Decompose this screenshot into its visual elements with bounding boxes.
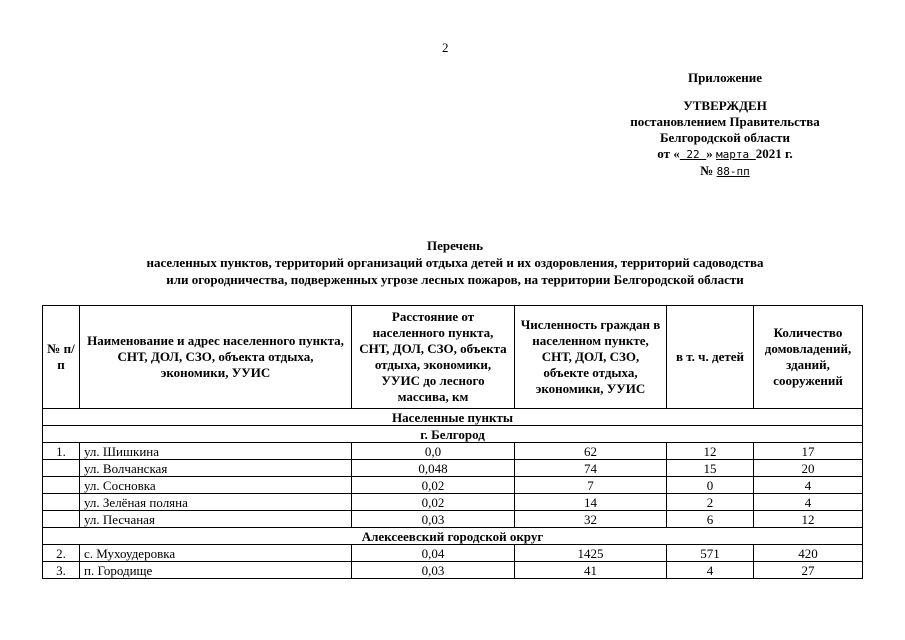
number-value: 88-пп	[716, 165, 750, 178]
cell-num: 3.	[43, 562, 80, 579]
cell-distance: 0,048	[352, 460, 515, 477]
approval-line-1: постановлением Правительства	[630, 114, 820, 129]
table-row	[43, 443, 863, 460]
table-row	[43, 511, 863, 528]
cell-population: 32	[515, 511, 667, 528]
cell-children: 571	[667, 545, 754, 562]
approved-label: УТВЕРЖДЕН	[683, 98, 767, 113]
cell-name: ул. Сосновка	[80, 477, 352, 494]
cell-distance: 0,02	[352, 477, 515, 494]
date-prefix: от «	[657, 146, 680, 161]
table-row	[43, 460, 863, 477]
cell-buildings: 4	[754, 494, 863, 511]
cell-population: 74	[515, 460, 667, 477]
cell-buildings: 12	[754, 511, 863, 528]
table-row	[43, 477, 863, 494]
document-title-line-3: или огородничества, подверженных угрозе лесных пожаров, на территории Белгородской области	[166, 272, 744, 287]
cell-num: 1.	[43, 443, 80, 460]
cell-children: 0	[667, 477, 754, 494]
cell-num	[43, 494, 80, 511]
cell-num: 2.	[43, 545, 80, 562]
table-row	[43, 494, 863, 511]
subsection-belgorod: г. Белгород	[43, 426, 863, 443]
cell-buildings: 17	[754, 443, 863, 460]
cell-distance: 0,04	[352, 545, 515, 562]
cell-population: 7	[515, 477, 667, 494]
date-day: 22	[679, 148, 707, 161]
subsection-alekseevsky: Алексеевский городской округ	[43, 528, 863, 545]
cell-distance: 0,0	[352, 443, 515, 460]
document-title-line-2: населенных пунктов, территорий организаций отдыха детей и их оздоровления, территорий садоводства	[146, 255, 764, 270]
cell-name: п. Городище	[80, 562, 352, 579]
cell-population: 14	[515, 494, 667, 511]
header-row	[43, 306, 863, 409]
cell-buildings: 420	[754, 545, 863, 562]
section-row	[43, 426, 863, 443]
cell-children: 2	[667, 494, 754, 511]
cell-name: ул. Шишкина	[80, 443, 352, 460]
section-row	[43, 528, 863, 545]
approval-line-2: Белгородской области	[659, 130, 791, 145]
table-row	[43, 545, 863, 562]
header-children: в т. ч. детей	[667, 306, 754, 409]
date-month: марта	[716, 148, 756, 161]
approval-number	[600, 163, 850, 180]
table-row	[43, 562, 863, 579]
cell-num	[43, 460, 80, 477]
header-distance: Расстояние от населенного пункта, СНТ, ДОЛ, СЗО, объекта отдыха, экономики, УУИС до лесного массива, км	[352, 306, 515, 409]
document-title-line-1: Перечень	[426, 238, 484, 253]
appendix-title: Приложение	[687, 70, 763, 85]
cell-children: 6	[667, 511, 754, 528]
cell-distance: 0,03	[352, 511, 515, 528]
approval-block	[600, 70, 850, 180]
cell-population: 1425	[515, 545, 667, 562]
approval-date	[600, 146, 850, 163]
cell-name: ул. Зелёная поляна	[80, 494, 352, 511]
cell-children: 12	[667, 443, 754, 460]
page-number: 2	[442, 40, 449, 55]
header-buildings: Количество домовладений, зданий, сооружений	[754, 306, 863, 409]
header-name: Наименование и адрес населенного пункта, СНТ, ДОЛ, СЗО, объекта отдыха, экономики, УУИС	[80, 306, 352, 409]
header-population: Численность граждан в населенном пункте, СНТ, ДОЛ, СЗО, объекте отдыха, экономики, УУИС	[515, 306, 667, 409]
settlements-table	[42, 305, 863, 579]
cell-population: 41	[515, 562, 667, 579]
cell-buildings: 4	[754, 477, 863, 494]
cell-children: 4	[667, 562, 754, 579]
cell-name: с. Мухоудеровка	[80, 545, 352, 562]
cell-num	[43, 477, 80, 494]
document-title	[60, 237, 850, 288]
date-year: 2021 г.	[755, 146, 793, 161]
cell-population: 62	[515, 443, 667, 460]
cell-num	[43, 511, 80, 528]
cell-buildings: 27	[754, 562, 863, 579]
number-prefix: №	[700, 163, 717, 178]
section-settlements: Населенные пункты	[43, 409, 863, 426]
cell-distance: 0,02	[352, 494, 515, 511]
section-row	[43, 409, 863, 426]
cell-buildings: 20	[754, 460, 863, 477]
cell-children: 15	[667, 460, 754, 477]
cell-name: ул. Песчаная	[80, 511, 352, 528]
cell-name: ул. Волчанская	[80, 460, 352, 477]
header-num: № п/п	[43, 306, 80, 409]
cell-distance: 0,03	[352, 562, 515, 579]
date-mid: »	[706, 146, 717, 161]
